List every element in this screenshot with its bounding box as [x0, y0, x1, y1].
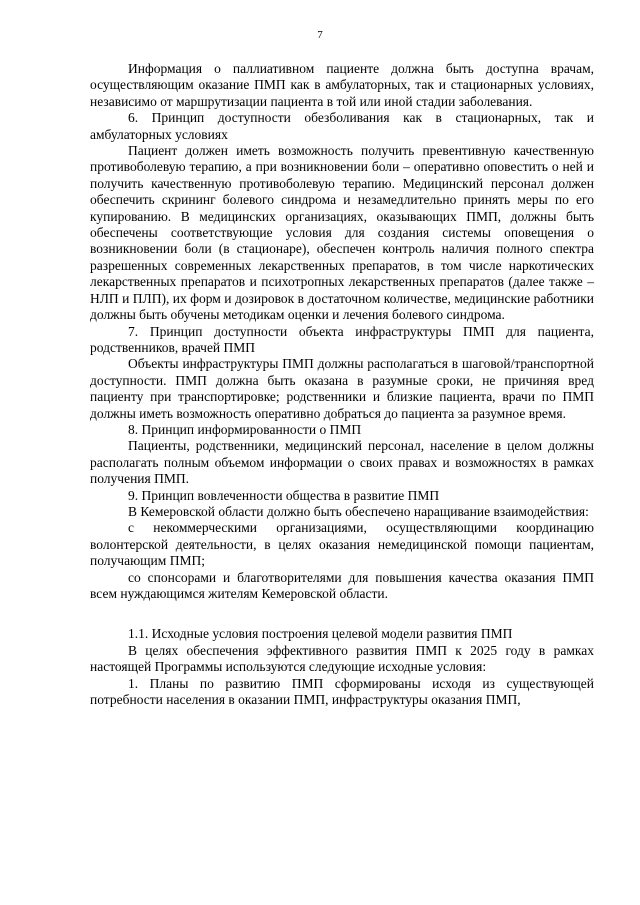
heading-principle-8: 8. Принцип информированности о ПМП — [128, 421, 362, 437]
heading-principle-6: 6. Принцип доступности обезболивания как в стационарных, так и амбулаторных условиях — [90, 110, 594, 142]
paragraph-interaction: В Кемеровской области должно быть обеспечено наращивание взаимодействия: — [128, 503, 589, 519]
paragraph-patient-info-access: Информация о паллиативном пациенте должна быть доступна врачам, осуществляющим оказание ПМП как в амбулаторных, так и стационарных условиях, независимо от маршрутизации пациента в той или иной стадии заболевания. — [90, 61, 594, 109]
paragraph-initial-conditions: В целях обеспечения эффективного развития ПМП к 2025 году в рамках настоящей Программы используются следующие исходные условия: — [90, 642, 594, 675]
heading-principle-9: 9. Принцип вовлеченности общества в развитие ПМП — [128, 487, 440, 503]
document-body — [90, 61, 594, 708]
heading-principle-7: 7. Принцип доступности объекта инфраструктуры ПМП для пациента, родственников, врачей ПМП — [90, 323, 594, 355]
paragraph-infrastructure-access: Объекты инфраструктуры ПМП должны располагаться в шаговой/транспортной доступности. ПМП должна быть оказана в разумные сроки, не причиняя вред пациенту при транспортировке; родственники и близкие пациента, врачи по ПМП должны иметь возможность оперативно добраться до пациента за разумное время. — [90, 356, 594, 421]
page-number: 7 — [317, 29, 323, 41]
paragraph-sponsors: со спонсорами и благотворителями для повышения качества оказания ПМП всем нуждающимся жителям Кемеровской области. — [90, 569, 594, 601]
heading-section-1-1: 1.1. Исходные условия построения целевой модели развития ПМП — [128, 626, 513, 642]
paragraph-plans: 1. Планы по развитию ПМП сформированы исходя из существующей потребности населения в оказании ПМП, инфраструктуры оказания ПМП, — [90, 675, 594, 708]
paragraph-information: Пациенты, родственники, медицинский персонал, население в целом должны располагать полным объемом информации о своих правах и возможностях в рамках получения ПМП. — [90, 438, 594, 487]
section-gap — [90, 602, 594, 626]
paragraph-nonprofits: с некоммерческими организациями, осуществляющими координацию волонтерской деятельности, в целях оказания немедицинской помощи пациентам, получающим ПМП; — [90, 520, 594, 569]
paragraph-pain-therapy: Пациент должен иметь возможность получить превентивную качественную противоболевую терапию, а при возникновении боли – оперативно оповестить о ней и получить качественную противоболевую терапию. Медицинский персонал должен обеспечить скрининг болевого синдрома и незамедлительно принять меры по его купированию. В медицинских организациях, оказывающих ПМП, должны быть обеспечены соответствующие условия для создания системы оповещения о возникновении боли (в стационаре), обеспечен контроль наличия полного спектра разрешенных современных лекарственных препаратов, в том числе наркотических лекарственных препаратов и психотропных лекарственных препаратов (далее также – НЛП и ПЛП), их форм и дозировок в достаточном количестве, медицинские работники должны быть обучены методикам оценки и лечения болевого синдрома. — [90, 143, 594, 323]
